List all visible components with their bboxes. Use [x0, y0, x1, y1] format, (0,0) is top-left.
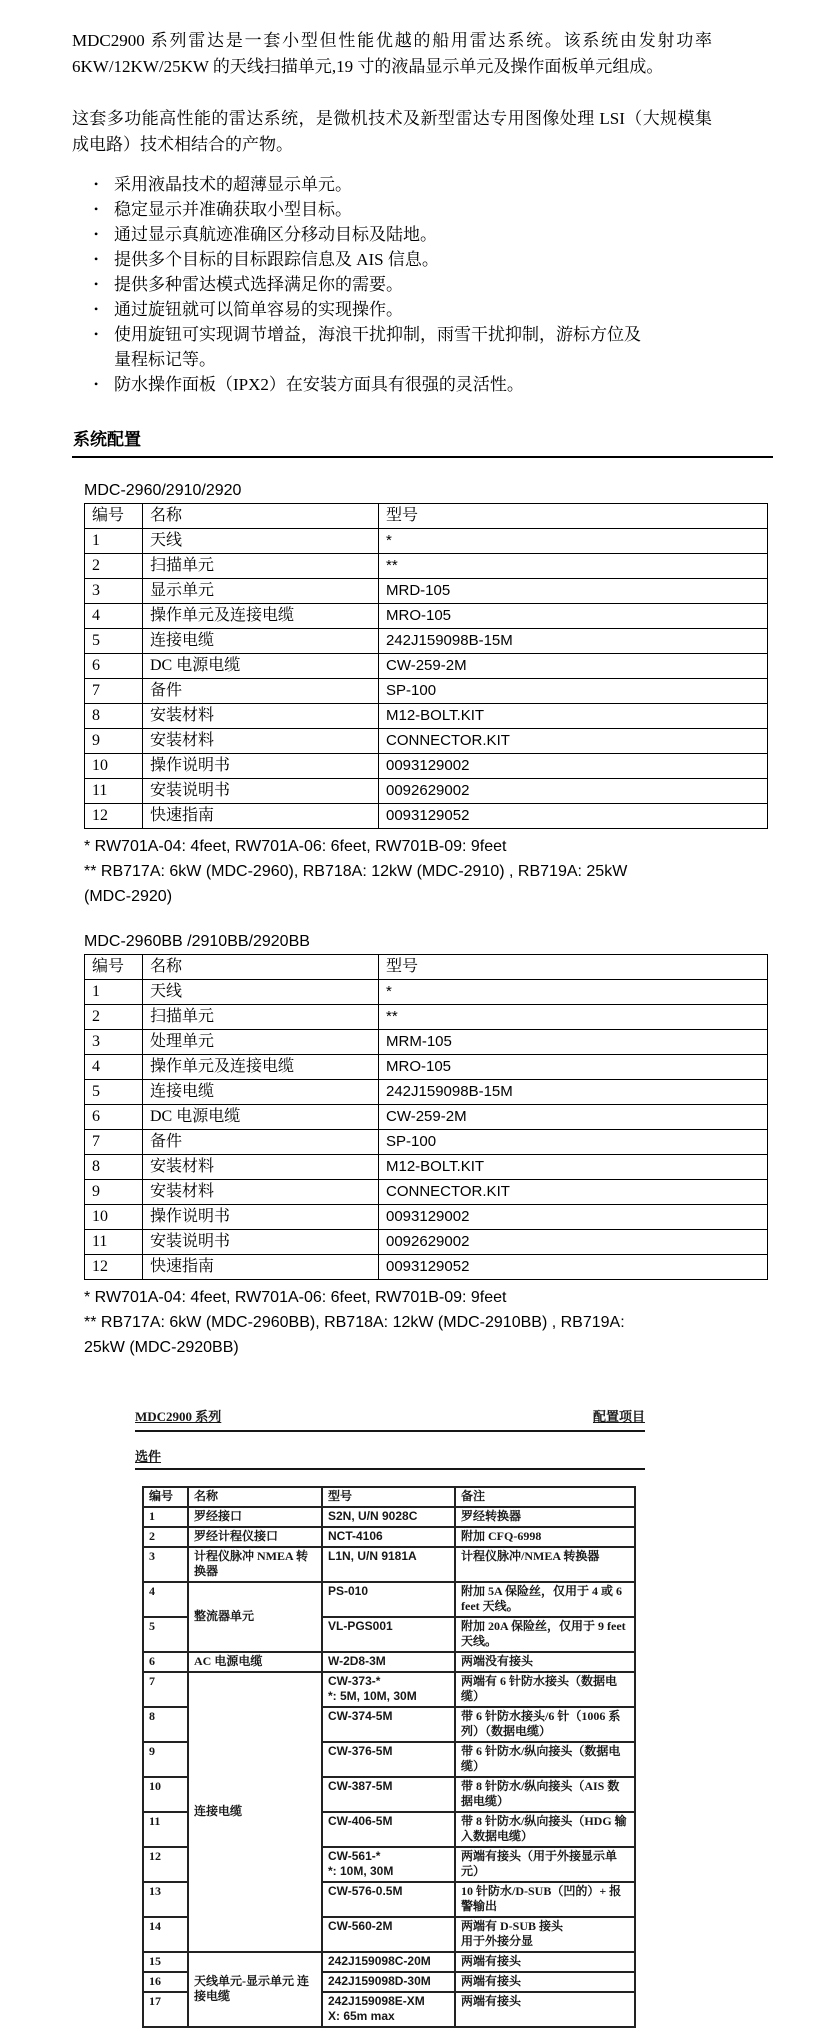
item-model: M12-BOLT.KIT — [379, 704, 768, 729]
item-model: 0093129002 — [379, 754, 768, 779]
note-line: 计程仪脉冲/NMEA 转换器 — [461, 1549, 600, 1563]
feature-item: • 使用旋钮可实现调节增益，海浪干扰抑制，雨雪干扰抑制，游标方位及量程标记等。 — [92, 322, 657, 372]
item-name: 安装材料 — [143, 729, 379, 754]
item-model: MRO-105 — [379, 1055, 768, 1080]
item-name: 扫描单元 — [143, 554, 379, 579]
item-model: MRO-105 — [379, 604, 768, 629]
note-line: 10 针防水/D-SUB（凹的）+ 报警输出 — [461, 1884, 622, 1913]
item-name: 罗经计程仪接口 — [188, 1527, 322, 1547]
model-line: *: 5M, 10M, 30M — [328, 1689, 417, 1703]
row-number: 2 — [143, 1527, 188, 1547]
item-name: 连接电缆 — [143, 629, 379, 654]
intro-paragraph-1: MDC2900 系列雷达是一套小型但性能优越的船用雷达系统。该系统由发射功率 6KW/12KW/25KW 的天线扫描单元,19 寸的液晶显示单元及操作面板单元组成。 — [72, 31, 712, 76]
item-model — [322, 1672, 455, 1707]
item-note — [455, 1882, 635, 1917]
row-number: 11 — [85, 1230, 143, 1255]
item-model: * — [379, 980, 768, 1005]
table-row — [85, 1205, 768, 1230]
table-row — [85, 754, 768, 779]
config-tables-area — [72, 482, 772, 1360]
row-number: 4 — [143, 1582, 188, 1617]
item-model: M12-BOLT.KIT — [379, 1155, 768, 1180]
row-number: 7 — [85, 679, 143, 704]
item-note — [455, 1652, 635, 1672]
item-note — [455, 1617, 635, 1652]
item-note — [455, 1812, 635, 1847]
item-note — [455, 1507, 635, 1527]
options-table-header-row — [143, 1487, 635, 1507]
item-name: 快速指南 — [143, 804, 379, 829]
item-name: 操作说明书 — [143, 1205, 379, 1230]
item-name: 天线 — [143, 980, 379, 1005]
row-number: 17 — [143, 1992, 188, 2027]
row-number: 8 — [85, 704, 143, 729]
note-line: 罗经转换器 — [461, 1509, 522, 1523]
model-line: PS-010 — [328, 1584, 369, 1598]
item-model — [322, 1742, 455, 1777]
note-line: 带 6 针防水/纵向接头（数据电缆） — [461, 1744, 621, 1773]
item-model — [322, 1527, 455, 1547]
table-row — [85, 804, 768, 829]
row-number: 4 — [85, 1055, 143, 1080]
row-number: 9 — [85, 1180, 143, 1205]
item-name: 罗经接口 — [188, 1507, 322, 1527]
feature-item: • 提供多种雷达模式选择满足你的需要。 — [92, 272, 657, 297]
table-row — [143, 1952, 635, 1972]
item-model: 242J159098B-15M — [379, 629, 768, 654]
item-name: 处理单元 — [143, 1030, 379, 1055]
note-line: 附加 20A 保险丝，仅用于 9 feet 天线。 — [461, 1619, 626, 1648]
item-model — [322, 1547, 455, 1582]
config-table-title: MDC-2960/2910/2920 — [84, 482, 242, 499]
row-number: 6 — [85, 654, 143, 679]
item-note — [455, 1582, 635, 1617]
column-header: 型号 — [379, 504, 768, 529]
row-number: 3 — [85, 1030, 143, 1055]
row-number: 5 — [85, 629, 143, 654]
item-name: 天线 — [143, 529, 379, 554]
model-line: VL-PGS001 — [328, 1619, 393, 1633]
item-model — [322, 1972, 455, 1992]
item-model: 0093129052 — [379, 1255, 768, 1280]
table-row — [85, 1155, 768, 1180]
item-model — [322, 1917, 455, 1952]
item-note — [455, 1707, 635, 1742]
column-header: 编号 — [85, 955, 143, 980]
footnote-line: ** RB717A: 6kW (MDC-2960BB), RB718A: 12kW (MDC-2910BB) , RB719A: — [84, 1314, 625, 1331]
item-name: 备件 — [143, 679, 379, 704]
config-table-title: MDC-2960BB /2910BB/2920BB — [84, 933, 310, 950]
item-name: DC 电源电缆 — [143, 654, 379, 679]
footnote-line: 25kW (MDC-2920BB) — [84, 1339, 239, 1356]
model-line: CW-406-5M — [328, 1814, 393, 1828]
config-table-header-row — [85, 955, 768, 980]
item-model — [322, 1812, 455, 1847]
item-model: 0093129002 — [379, 1205, 768, 1230]
feature-item: • 通过旋钮就可以简单容易的实现操作。 — [92, 297, 657, 322]
model-line: NCT-4106 — [328, 1529, 383, 1543]
item-name: 连接电缆 — [143, 1080, 379, 1105]
table-row — [85, 1130, 768, 1155]
item-model: 0092629002 — [379, 779, 768, 804]
item-name: 操作单元及连接电缆 — [143, 604, 379, 629]
table-row — [85, 1005, 768, 1030]
table-row — [85, 1030, 768, 1055]
item-model — [322, 1847, 455, 1882]
item-note — [455, 1972, 635, 1992]
item-note — [455, 1547, 635, 1582]
item-model — [322, 1652, 455, 1672]
item-model — [322, 1582, 455, 1617]
item-model: CONNECTOR.KIT — [379, 729, 768, 754]
options-header-right: 配置项目 — [592, 1409, 645, 1424]
note-line: 附加 5A 保险丝，仅用于 4 或 6 feet 天线。 — [461, 1584, 623, 1613]
footnote-line: ** RB717A: 6kW (MDC-2960), RB718A: 12kW (MDC-2910) , RB719A: 25kW — [84, 863, 628, 880]
item-name: DC 电源电缆 — [143, 1105, 379, 1130]
table-row — [143, 1527, 635, 1547]
row-number: 2 — [85, 554, 143, 579]
item-model: CW-259-2M — [379, 1105, 768, 1130]
table-row — [85, 779, 768, 804]
note-line: 两端有接头 — [461, 1994, 522, 2008]
feature-item: • 采用液晶技术的超薄显示单元。 — [92, 172, 657, 197]
model-line: L1N, U/N 9181A — [328, 1549, 417, 1563]
row-number: 8 — [85, 1155, 143, 1180]
table-row — [143, 1582, 635, 1617]
row-number: 6 — [143, 1652, 188, 1672]
note-line: 带 8 针防水/纵向接头（HDG 输入数据电缆） — [461, 1814, 627, 1843]
model-line: W-2D8-3M — [328, 1654, 386, 1668]
row-number: 1 — [85, 529, 143, 554]
note-line: 带 8 针防水/纵向接头（AIS 数据电缆） — [461, 1779, 620, 1808]
item-name: 安装说明书 — [143, 779, 379, 804]
item-model — [322, 1777, 455, 1812]
item-model: SP-100 — [379, 679, 768, 704]
row-number: 4 — [85, 604, 143, 629]
table-row — [85, 579, 768, 604]
item-name: 操作说明书 — [143, 754, 379, 779]
item-model — [322, 1992, 455, 2027]
note-line: 两端有接头 — [461, 1954, 522, 1968]
table-row — [85, 729, 768, 754]
row-number: 10 — [143, 1777, 188, 1812]
item-model: 0093129052 — [379, 804, 768, 829]
row-number: 11 — [85, 779, 143, 804]
column-header: 型号 — [322, 1487, 455, 1507]
item-note — [455, 1917, 635, 1952]
column-header: 名称 — [143, 955, 379, 980]
config-section — [72, 933, 772, 1360]
item-note — [455, 1742, 635, 1777]
row-number: 15 — [143, 1952, 188, 1972]
model-line: 242J159098C-20M — [328, 1954, 431, 1968]
item-model: CW-259-2M — [379, 654, 768, 679]
column-header: 备注 — [455, 1487, 635, 1507]
row-number: 13 — [143, 1882, 188, 1917]
row-number: 5 — [143, 1617, 188, 1652]
model-line: CW-376-5M — [328, 1744, 393, 1758]
item-model — [322, 1952, 455, 1972]
note-line: 带 6 针防水接头/6 针（1006 系列）（数据电缆） — [461, 1709, 621, 1738]
item-model: ** — [379, 554, 768, 579]
note-line: 两端有接头 — [461, 1974, 522, 1988]
table-row — [85, 604, 768, 629]
column-header: 型号 — [379, 955, 768, 980]
item-note — [455, 1952, 635, 1972]
table-footnotes — [84, 1285, 772, 1360]
table-row — [85, 1180, 768, 1205]
row-number: 8 — [143, 1707, 188, 1742]
table-row — [85, 629, 768, 654]
table-row — [85, 1230, 768, 1255]
feature-list — [92, 172, 657, 397]
note-line: 两端有 6 针防水接头（数据电缆） — [461, 1674, 618, 1703]
intro-paragraph-2: 这套多功能高性能的雷达系统，是微机技术及新型雷达专用图像处理 LSI（大规模集成电路）技术相结合的产物。 — [72, 109, 712, 154]
item-name: 扫描单元 — [143, 1005, 379, 1030]
row-number: 3 — [85, 579, 143, 604]
note-line: 两端有接头（用于外接显示单元） — [461, 1849, 618, 1878]
row-number: 6 — [85, 1105, 143, 1130]
model-line: CW-373-* — [328, 1674, 381, 1688]
item-name: 安装材料 — [143, 1155, 379, 1180]
item-name: 安装说明书 — [143, 1230, 379, 1255]
item-name: 安装材料 — [143, 1180, 379, 1205]
table-row — [85, 1255, 768, 1280]
item-name: 快速指南 — [143, 1255, 379, 1280]
row-number: 2 — [85, 1005, 143, 1030]
item-note — [455, 1527, 635, 1547]
item-model: ** — [379, 1005, 768, 1030]
model-line: CW-374-5M — [328, 1709, 393, 1723]
item-model: 0092629002 — [379, 1230, 768, 1255]
table-row — [85, 654, 768, 679]
item-name: 显示单元 — [143, 579, 379, 604]
table-row — [85, 980, 768, 1005]
column-header: 名称 — [143, 504, 379, 529]
row-number: 10 — [85, 1205, 143, 1230]
model-line: CW-576-0.5M — [328, 1884, 403, 1898]
model-line: CW-560-2M — [328, 1919, 393, 1933]
table-row — [85, 1105, 768, 1130]
item-name: 整流器单元 — [188, 1582, 322, 1652]
column-header: 编号 — [85, 504, 143, 529]
row-number: 12 — [85, 804, 143, 829]
table-row — [85, 1080, 768, 1105]
config-table-header-row — [85, 504, 768, 529]
item-model: CONNECTOR.KIT — [379, 1180, 768, 1205]
feature-item: • 防水操作面板（IPX2）在安装方面具有很强的灵活性。 — [92, 372, 657, 397]
row-number: 5 — [85, 1080, 143, 1105]
table-row — [85, 1055, 768, 1080]
note-line: 两端有 D-SUB 接头 — [461, 1919, 564, 1933]
note-line: 附加 CFQ-6998 — [461, 1529, 542, 1543]
options-subtitle: 选件 — [135, 1446, 645, 1470]
feature-item: • 通过显示真航迹准确区分移动目标及陆地。 — [92, 222, 657, 247]
row-number: 12 — [143, 1847, 188, 1882]
options-page — [135, 1406, 645, 2028]
item-name: 安装材料 — [143, 704, 379, 729]
model-line: 242J159098E-XM — [328, 1994, 425, 2008]
feature-item: • 稳定显示并准确获取小型目标。 — [92, 197, 657, 222]
table-row — [85, 529, 768, 554]
item-model — [322, 1507, 455, 1527]
table-row — [143, 1547, 635, 1582]
item-note — [455, 1992, 635, 2027]
item-model: MRM-105 — [379, 1030, 768, 1055]
footnote-line: * RW701A-04: 4feet, RW701A-06: 6feet, RW701B-09: 9feet — [84, 1289, 507, 1306]
config-section — [72, 482, 772, 909]
row-number: 1 — [85, 980, 143, 1005]
model-line: S2N, U/N 9028C — [328, 1509, 418, 1523]
item-note — [455, 1672, 635, 1707]
item-name: 操作单元及连接电缆 — [143, 1055, 379, 1080]
item-name: 天线单元-显示单元 连接电缆 — [188, 1952, 322, 2027]
model-line: X: 65m max — [328, 2009, 395, 2023]
config-table — [84, 503, 768, 829]
item-name: 备件 — [143, 1130, 379, 1155]
table-row — [85, 679, 768, 704]
table-row — [85, 704, 768, 729]
row-number: 10 — [85, 754, 143, 779]
row-number: 9 — [143, 1742, 188, 1777]
item-model: SP-100 — [379, 1130, 768, 1155]
model-line: 242J159098D-30M — [328, 1974, 431, 1988]
options-table — [142, 1486, 636, 2028]
row-number: 9 — [85, 729, 143, 754]
item-model: MRD-105 — [379, 579, 768, 604]
row-number: 11 — [143, 1812, 188, 1847]
item-note — [455, 1847, 635, 1882]
item-name: AC 电源电缆 — [188, 1652, 322, 1672]
row-number: 12 — [85, 1255, 143, 1280]
row-number: 16 — [143, 1972, 188, 1992]
row-number: 7 — [143, 1672, 188, 1707]
footnote-line: * RW701A-04: 4feet, RW701A-06: 6feet, RW701B-09: 9feet — [84, 838, 507, 855]
footnote-line: (MDC-2920) — [84, 888, 173, 905]
row-number: 1 — [143, 1507, 188, 1527]
model-line: CW-561-* — [328, 1849, 381, 1863]
item-model — [322, 1617, 455, 1652]
table-row — [143, 1672, 635, 1707]
item-name: 计程仪脉冲 NMEA 转换器 — [188, 1547, 322, 1582]
config-table — [84, 954, 768, 1280]
row-number: 14 — [143, 1917, 188, 1952]
item-model: 242J159098B-15M — [379, 1080, 768, 1105]
table-row — [143, 1652, 635, 1672]
row-number: 7 — [85, 1130, 143, 1155]
row-number: 3 — [143, 1547, 188, 1582]
options-page-header — [135, 1406, 645, 1432]
options-header-left: MDC2900 系列 — [135, 1409, 222, 1424]
model-line: *: 10M, 30M — [328, 1864, 394, 1878]
table-row — [143, 1507, 635, 1527]
item-model — [322, 1707, 455, 1742]
column-header: 名称 — [188, 1487, 322, 1507]
item-note — [455, 1777, 635, 1812]
section-title: 系统配置 — [72, 425, 773, 458]
column-header: 编号 — [143, 1487, 188, 1507]
table-footnotes — [84, 834, 772, 909]
note-line: 两端没有接头 — [461, 1654, 534, 1668]
model-line: CW-387-5M — [328, 1779, 393, 1793]
table-row — [85, 554, 768, 579]
note-line: 用于外接分显 — [461, 1934, 534, 1948]
item-model — [322, 1882, 455, 1917]
item-model: * — [379, 529, 768, 554]
feature-item: • 提供多个目标的目标跟踪信息及 AIS 信息。 — [92, 247, 657, 272]
item-name: 连接电缆 — [188, 1672, 322, 1952]
